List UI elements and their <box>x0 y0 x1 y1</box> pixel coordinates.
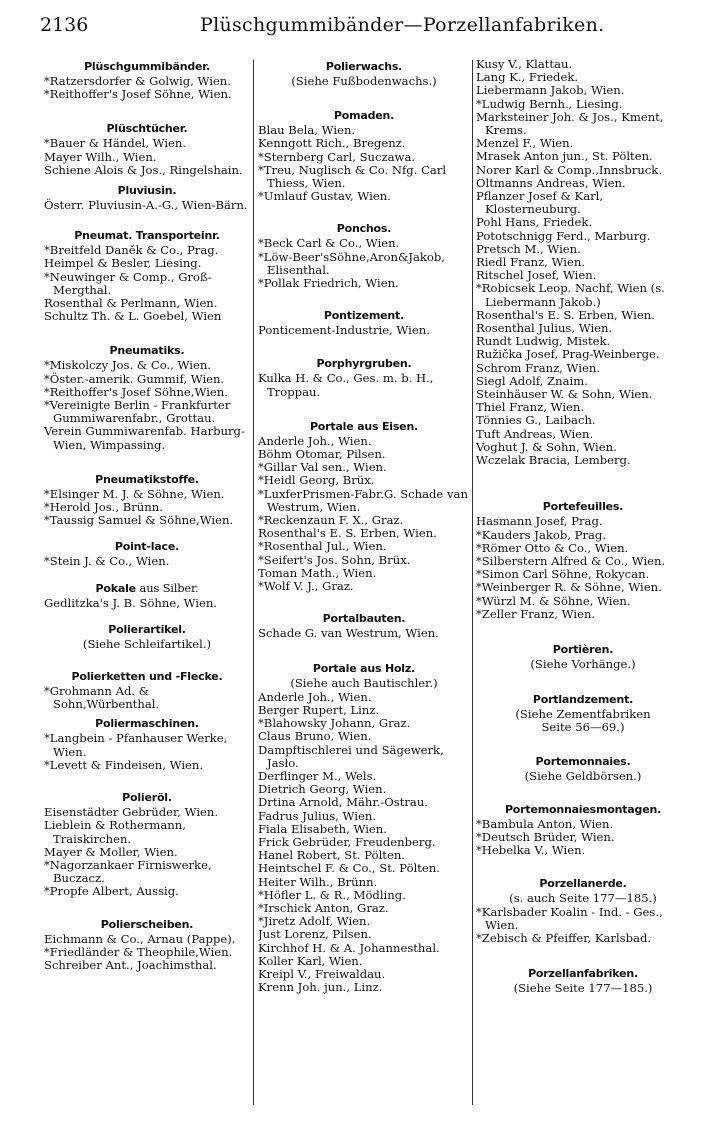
entry: *Rosenthal Jul., Wien. <box>258 539 387 554</box>
entry: Ružička Josef, Prag-Weinberge. <box>476 347 660 362</box>
entry: *Löw-Beer'sSöhne,Aron&Jakob, Elisenthal. <box>258 249 445 277</box>
entry: Schrom Franz, Wien. <box>476 360 600 375</box>
section-heading-main: Pokale <box>95 581 136 595</box>
entry: *Langbein - Pfanhauser Werke, Wien. <box>44 731 228 759</box>
entry: Norer Karl & Comp.,Innsbruck. <box>476 162 663 177</box>
entry: Heiter Wilh., Brünn. <box>258 874 378 889</box>
section <box>476 693 690 734</box>
entry: *Levett & Findeisen, Wien. <box>44 757 204 772</box>
entry: *Deutsch Brüder, Wien. <box>476 829 615 844</box>
section-heading: Portlandzement. <box>532 693 634 707</box>
section-heading: Porphyrgruben. <box>316 357 412 371</box>
page-number: 2136 <box>40 14 89 36</box>
entry: Schade G. van Westrum, Wien. <box>258 626 439 641</box>
entry: Pflanzer Josef & Karl, Klosterneuburg. <box>476 189 604 217</box>
entry: Voghut J. & Sohn, Wien. <box>476 439 617 454</box>
section-heading <box>44 582 250 595</box>
section-heading: Pomaden. <box>333 109 395 123</box>
section <box>44 717 250 772</box>
entry: Ponticement-Industrie, Wien. <box>258 323 430 338</box>
section <box>44 791 250 898</box>
entry: Hanel Robert, St. Pölten. <box>258 848 405 863</box>
entry: Kusy V., Klattau. <box>476 58 573 71</box>
section-heading: Portefeuilles. <box>542 500 624 514</box>
entry: Dietrich Georg, Wien. <box>258 782 387 797</box>
entry: Marksteiner Joh. & Jos., Kment, Krems. <box>476 109 664 138</box>
entry: *Sternberg Carl, Suczawa. <box>258 149 416 164</box>
section <box>44 582 250 610</box>
entry: Heintschel F. & Co., St. Pölten. <box>258 861 440 876</box>
entry: Tuft Andreas, Wien. <box>476 426 594 441</box>
entry: *Würzl M. & Söhne, Wien. <box>476 593 631 608</box>
entry: Derflinger M., Wels. <box>258 768 377 783</box>
entry: (Siehe Geldbörsen.) <box>524 768 642 783</box>
section <box>258 109 470 203</box>
entry: *Propfe Albert, Aussig. <box>44 884 179 899</box>
section <box>476 643 690 671</box>
section-heading: Porzellanerde. <box>539 877 627 891</box>
entry: Just Lorenz, Pilsen. <box>258 927 372 942</box>
entry: Toman Math., Wien. <box>258 565 377 580</box>
section-heading: Pneumat. Transporteinr. <box>74 229 220 243</box>
section <box>44 473 250 528</box>
section <box>258 612 470 640</box>
entry: *Gillar Val sen., Wien. <box>258 460 387 475</box>
entry: Kreipl V., Freiwaldau. <box>258 966 386 981</box>
section-heading: Polieröl. <box>122 791 172 805</box>
section-heading: Pluviusin. <box>117 184 177 198</box>
section <box>258 357 470 398</box>
entry: Drtina Arnold, Mähr.-Ostrau. <box>258 795 428 810</box>
section <box>44 918 250 973</box>
entry: Verein Gummiwarenfab. Harburg-Wien, Wimpassing. <box>44 424 245 452</box>
entry: Thiel Franz, Wien. <box>476 400 585 415</box>
section <box>476 755 690 783</box>
section-heading-sub: aus Silber. <box>139 580 199 595</box>
entry: Claus Bruno, Wien. <box>258 729 372 744</box>
section <box>258 60 470 88</box>
section <box>258 222 470 290</box>
entry: *Umlauf Gustav, Wien. <box>258 189 391 204</box>
column-3 <box>476 58 690 1113</box>
entry: *Kauders Jakob, Prag. <box>476 527 607 542</box>
entry: Kirchhof H. & A. Johannesthal. <box>258 940 440 955</box>
entry: Lieblein & Rothermann, Traiskirchen. <box>44 818 186 846</box>
entry: Österr. Pluviusin-A.-G., Wien-Bärn. <box>44 198 248 213</box>
entry: Hasmann Josef, Prag. <box>476 514 603 529</box>
section-heading: Portemonnaiesmontagen. <box>504 802 662 816</box>
section-heading: Portemonnaies. <box>535 754 631 768</box>
entry: Krenn Joh. jun., Linz. <box>258 980 383 995</box>
entry: *Pollak Friedrich, Wien. <box>258 276 399 291</box>
section-heading: Polierscheiben. <box>100 917 194 931</box>
entry: *Jiretz Adolf, Wien. <box>258 914 371 929</box>
entry: *Neuwinger & Comp., Groß-Mergthal. <box>44 269 212 297</box>
entry: (Siehe auch Bautischler.) <box>290 676 438 691</box>
entry: *Grohmann Ad. & Sohn,Würbenthal. <box>44 684 160 712</box>
entry: Fadrus Julius, Wien. <box>258 808 376 823</box>
section-heading: Polierwachs. <box>325 60 403 73</box>
entry: *Blahowsky Johann, Graz. <box>258 716 411 731</box>
entry: Schreiber Ant., Joachimsthal. <box>44 957 217 972</box>
entry: Eisenstädter Gebrüder, Wien. <box>44 805 219 820</box>
entry: *Reckenzaun F. X., Graz. <box>258 513 404 528</box>
entry: Eichmann & Co., Arnau (Pappe). <box>44 931 236 946</box>
entry: Kenngott Rich., Bregenz. <box>258 136 406 151</box>
entry: Dampftischlerei und Sägewerk, Jasło. <box>258 742 444 770</box>
entry: Frick Gebrüder, Freudenberg. <box>258 834 436 849</box>
entry: *Öster.-amerik. Gummif, Wien. <box>44 371 225 386</box>
section <box>476 803 690 858</box>
entry: (Siehe Vorhänge.) <box>530 656 636 671</box>
entry: Ritschel Josef, Wien. <box>476 268 597 283</box>
section-heading: Ponchos. <box>336 222 392 236</box>
entry: Pretsch M., Wien. <box>476 241 581 256</box>
entry: Liebermann Jakob, Wien. <box>476 83 625 98</box>
entry: Wczelak Bracia, Lemberg. <box>476 453 631 468</box>
section-heading: Pneumatiks. <box>109 344 185 358</box>
entry: Oltmanns Andreas, Wien. <box>476 175 626 190</box>
entry: Pototschnigg Ferd., Marburg. <box>476 228 651 243</box>
entry: Seite 56—69.) <box>541 720 625 735</box>
section-heading: Porzellanfabriken. <box>528 967 638 981</box>
entry: Tönnies G., Laibach. <box>476 413 596 428</box>
section <box>258 662 470 994</box>
entry: Gedlitzka's J. B. Söhne, Wien. <box>44 595 218 610</box>
section <box>44 670 250 711</box>
section <box>44 344 250 451</box>
entry: *Herold Jos., Brünn. <box>44 500 163 515</box>
entry: Koller Karl, Wien. <box>258 953 363 968</box>
entry: Lang K., Friedek. <box>476 70 579 85</box>
entry: *Ratzersdorfer & Golwig, Wien. <box>44 74 231 88</box>
section-heading: Polierartikel. <box>108 622 186 636</box>
column-divider <box>472 60 473 1105</box>
column-divider <box>253 60 254 1105</box>
entry: *Vereinigte Berlin - Frankfurter Gummiwarenfabr., Grottau. <box>44 398 231 426</box>
entry: Steinhäuser W. & Sohn, Wien. <box>476 387 653 402</box>
entry: *Römer Otto & Co., Wien. <box>476 540 629 555</box>
section <box>44 122 250 177</box>
entry: *Simon Carl Söhne, Rokycan. <box>476 567 650 582</box>
entry: *Bambula Anton, Wien. <box>476 816 614 831</box>
entry: Anderle Joh., Wien. <box>258 433 372 448</box>
entry: (Siehe Seite 177—185.) <box>513 981 653 996</box>
entry: Riedl Franz, Wien. <box>476 255 585 270</box>
entry: *Karlsbader Koalin - Ind. - Ges., Wien. <box>476 904 663 932</box>
entry: (Siehe Zementfabriken <box>515 707 651 722</box>
section <box>258 309 470 337</box>
entry: *Zebisch & Pfeiffer, Karlsbad. <box>476 930 652 945</box>
entry: Rosenthal's E. S. Erben, Wien. <box>258 526 437 541</box>
section-heading: Poliermaschinen. <box>95 717 199 731</box>
entry: *Irschick Anton, Graz. <box>258 900 389 915</box>
section-heading: Portièren. <box>552 642 614 656</box>
entry: Rundt Ludwig, Mistek. <box>476 334 611 349</box>
entry: *Reithoffer's Josef Söhne,Wien. <box>44 384 228 399</box>
entry: *Elsinger M. J. & Söhne, Wien. <box>44 486 225 501</box>
entry: *Weinberger R. & Söhne, Wien. <box>476 580 662 595</box>
entry: Kulka H. & Co., Ges. m. b. H., Troppau. <box>258 371 434 399</box>
section <box>44 184 250 212</box>
entry: Fiala Elisabeth, Wien. <box>258 821 387 836</box>
section <box>476 500 690 621</box>
section-heading: Portale aus Eisen. <box>309 419 419 433</box>
entry: (Siehe Schleifartikel.) <box>82 636 212 651</box>
section <box>258 420 470 593</box>
section-heading: Plüschgummibänder. <box>84 60 210 73</box>
section-heading: Portale aus Holz. <box>312 662 416 676</box>
entry: Blau Bela, Wien. <box>258 123 356 138</box>
column-1 <box>44 58 250 1113</box>
section <box>476 967 690 995</box>
section <box>44 229 250 323</box>
entry: Mrasek Anton jun., St. Pölten. <box>476 149 653 164</box>
entry: *Ludwig Bernh., Liesing. <box>476 96 623 111</box>
entry: Rosenthal Julius, Wien. <box>476 321 613 336</box>
section-heading: Plüschtücher. <box>106 122 188 136</box>
section-heading: Pontizement. <box>323 309 405 323</box>
entry: *LuxferPrismen-Fabr.G. Schade van Westrum, Wien. <box>258 486 468 514</box>
entry: *Friedländer & Theophile,Wien. <box>44 944 233 959</box>
entry: *Nagorzankaer Firniswerke, Buczacz. <box>44 857 212 886</box>
section <box>476 58 690 467</box>
section <box>44 60 250 101</box>
section <box>44 623 250 651</box>
column-2 <box>258 58 470 1113</box>
entry: *Zeller Franz, Wien. <box>476 606 596 621</box>
entry: Böhm Otomar, Pilsen. <box>258 447 386 462</box>
entry: *Bauer & Händel, Wien. <box>44 136 187 151</box>
entry: Heimpel & Besler, Liesing. <box>44 256 202 271</box>
entry: *Miskolczy Jos. & Co., Wien. <box>44 358 211 373</box>
entry: Menzel F., Wien. <box>476 136 574 151</box>
entry: *Silberstern Alfred & Co., Wien. <box>476 553 666 568</box>
section-heading: Portalbauten. <box>322 612 406 626</box>
entry: Schiene Alois & Jos., Ringelshain. <box>44 162 243 177</box>
entry: *Heidl Georg, Brüx. <box>258 473 375 488</box>
entry: *Höfler L. & R., Mödling. <box>258 887 406 902</box>
entry: Schultz Th. & L. Goebel, Wien <box>44 309 222 324</box>
entry: *Breitfeld Daněk & Co., Prag. <box>44 243 219 258</box>
page-header <box>0 8 727 38</box>
entry: *Seifert's Jos. Sohn, Brüx. <box>258 552 411 567</box>
entry: *Treu, Nuglisch & Co. Nfg. Carl Thiess, Wien. <box>258 162 447 191</box>
entry: Anderle Joh., Wien. <box>258 689 372 704</box>
entry: *Hebelka V., Wien. <box>476 843 586 858</box>
entry: (Siehe Fußbodenwachs.) <box>291 74 437 88</box>
section-heading: Polierketten und -Flecke. <box>71 670 223 684</box>
entry: *Reithoffer's Josef Söhne, Wien. <box>44 87 232 102</box>
entry: *Robicsek Leop. Nachf, Wien (s. Liebermann Jakob.) <box>476 281 665 309</box>
entry: (s. auch Seite 177—185.) <box>509 891 657 906</box>
page-title: Plüschgummibänder—Porzellanfabriken. <box>200 14 605 36</box>
entry: Rosenthal's E. S. Erben, Wien. <box>476 307 655 322</box>
section <box>476 877 690 945</box>
entry: Siegl Adolf, Znaim. <box>476 373 588 388</box>
entry: Mayer Wilh., Wien. <box>44 149 157 164</box>
entry: Pohl Hans, Friedek. <box>476 215 593 230</box>
section-heading: Point-lace. <box>114 540 180 554</box>
entry: Berger Rupert, Linz. <box>258 702 380 717</box>
section <box>44 540 250 568</box>
entry: Mayer & Moller, Wien. <box>44 844 178 859</box>
entry: *Taussig Samuel & Söhne,Wien. <box>44 513 234 528</box>
section-heading: Pneumatikstoffe. <box>95 472 199 486</box>
entry: Rosenthal & Perlmann, Wien. <box>44 296 218 311</box>
entry: *Beck Carl & Co., Wien. <box>258 236 400 251</box>
entry: *Stein J. & Co., Wien. <box>44 554 170 569</box>
entry: *Wolf V. J., Graz. <box>258 579 354 594</box>
